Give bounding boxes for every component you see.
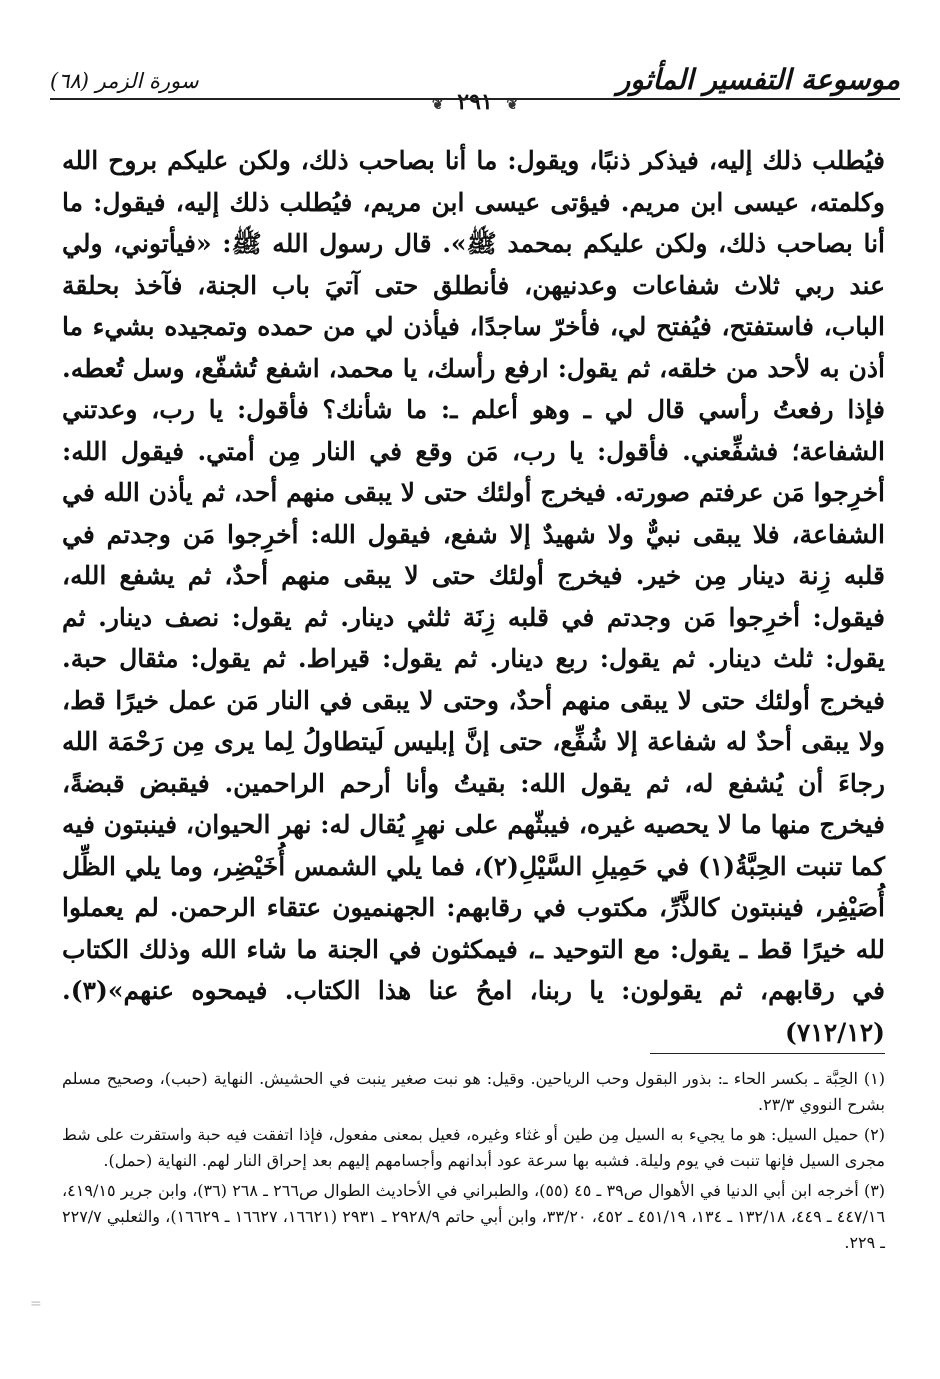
edge-mark: = bbox=[30, 1296, 42, 1312]
footnotes bbox=[62, 1066, 885, 1260]
main-text bbox=[62, 140, 885, 1053]
page-number bbox=[426, 89, 524, 115]
footnote-1: (١) الحِبَّة ـ بكسر الحاء ـ: بذور البقول وحب الرياحين. وقيل: هو نبت صغير ينبت في الحشيش. النهاية (حبب)، وصحيح مسلم بشرح النووي ٢٣/٣. bbox=[62, 1069, 885, 1114]
footnote-2: (٢) حميل السيل: هو ما يجيء به السيل مِن طين أو غثاء وغيره، فعيل بمعنى مفعول، فإذا اتفقت فيه حبة واستقرت على شط مجرى السيل فإنها تنبت في يوم وليلة. فشبه بها سرعة عود أبدانهم وأجسامهم إليهم بعد إحراق النار لهم. النهاية (حمل). bbox=[62, 1125, 885, 1170]
ornament-icon: ❦ bbox=[431, 97, 444, 113]
running-header bbox=[50, 55, 900, 115]
page-number-value: ٢٩١ bbox=[457, 89, 493, 115]
footnote-3: (٣) أخرجه ابن أبي الدنيا في الأهوال ص٣٩ ـ ٤٥ (٥٥)، والطبراني في الأحاديث الطوال ص٢٦٦ ـ ٢٦٨ (٣٦)، وابن جرير ٤١٩/١٥، ٤٤٧/١٦ ـ ٤٤٩، ١٣٢/١٨ ـ ١٣٤، ٤٥١/١٩ ـ ٤٥٢، ٣٣/٢٠، وابن أبي حاتم ٢٩٢٨/٩ ـ ٢٩٣١ (١٦٦٢١، ١٦٦٢٧ ـ ١٦٦٢٩)، والثعلبي ٢٢٧/٧ ـ ٢٢٩. bbox=[62, 1181, 886, 1252]
ornament-icon: ❦ bbox=[506, 97, 519, 113]
header-rule bbox=[50, 98, 900, 100]
main-paragraph: فيُطلب ذلك إليه، فيذكر ذنبًا، ويقول: ما أنا بصاحب ذلك، ولكن عليكم بروح الله وكلمته، عيسى ابن مريم. فيؤتى عيسى ابن مريم، فيُطلب ذلك إليه، فيقول: ما أنا بصاحب ذلك، ولكن عليكم بمحمد ﷺ». قال رسول الله ﷺ: «فيأتوني، ولي عند ربي ثلاث شفاعات وعدنيهن، فأنطلق حتى آتيَ باب الجنة، فآخذ بحلقة الباب، فاستفتح، فيُفتح لي، فأخرّ ساجدًا، فيأذن لي من حمده وتمجيده بشيء ما أذن به لأحد من خلقه، ثم يقول: ارفع رأسك، يا محمد، اشفع تُشفّع، وسل تُعطه. فإذا رفعتُ رأسي قال لي ـ وهو أعلم ـ: ما شأنك؟ فأقول: يا رب، وعدتني الشفاعة؛ فشفِّعني. فأقول: يا رب، مَن وقع في النار مِن أمتي. فيقول الله: أخرِجوا مَن عرفتم صورته. فيخرج أولئك حتى لا يبقى منهم أحد، ثم يأذن الله في الشفاعة، فلا يبقى نبيٌّ ولا شهيدٌ إلا شفع، فيقول الله: أخرِجوا مَن وجدتم في قلبه زِنة دينار مِن خير. فيخرج أولئك حتى لا يبقى منهم أحدٌ، ثم يشفع الله، فيقول: أخرِجوا مَن وجدتم في قلبه زِنَة ثلثي دينار. ثم يقول: نصف دينار. ثم يقول: ثلث دينار. ثم يقول: ربع دينار. ثم يقول: قيراط. ثم يقول: مثقال حبة. فيخرج أولئك حتى لا يبقى منهم أحدٌ، وحتى لا يبقى في النار مَن عمل خيرًا قط، ولا يبقى أحدٌ له شفاعة إلا شُفِّع، حتى إنَّ إبليس لَيتطاولُ لِما يرى مِن رَحْمَة الله رجاءَ أن يُشفع له، ثم يقول الله: بقيتُ وأنا أرحم الراحمين. فيقبض قبضةً، فيخرج منها ما لا يحصيه غيره، فيبثّهم على نهرٍ يُقال له: نهر الحيوان، فينبتون فيه كما تنبت الحِبَّةُ(١) في حَمِيلِ السَّيْلِ(٢)، فما يلي الشمس أُخَيْضِر، وما يلي الظِّل أُصَيْفِر، فينبتون كالذَّرِّ، مكتوب في رقابهم: الجهنميون عتقاء الرحمن. لم يعملوا لله خيرًا قط ـ يقول: مع التوحيد ـ، فيمكثون في الجنة ما شاء الله وذلك الكتاب في رقابهم، ثم يقولون: يا ربنا، امحُ عنا هذا الكتاب. فيمحوه عنهم»(٣). (٧١٢/١٢) bbox=[62, 146, 886, 1047]
book-title: موسوعة التفسير المأثور bbox=[616, 63, 900, 96]
footnote-separator bbox=[650, 1053, 885, 1054]
surah-label: سورة الزمر (٦٨) bbox=[50, 69, 199, 93]
